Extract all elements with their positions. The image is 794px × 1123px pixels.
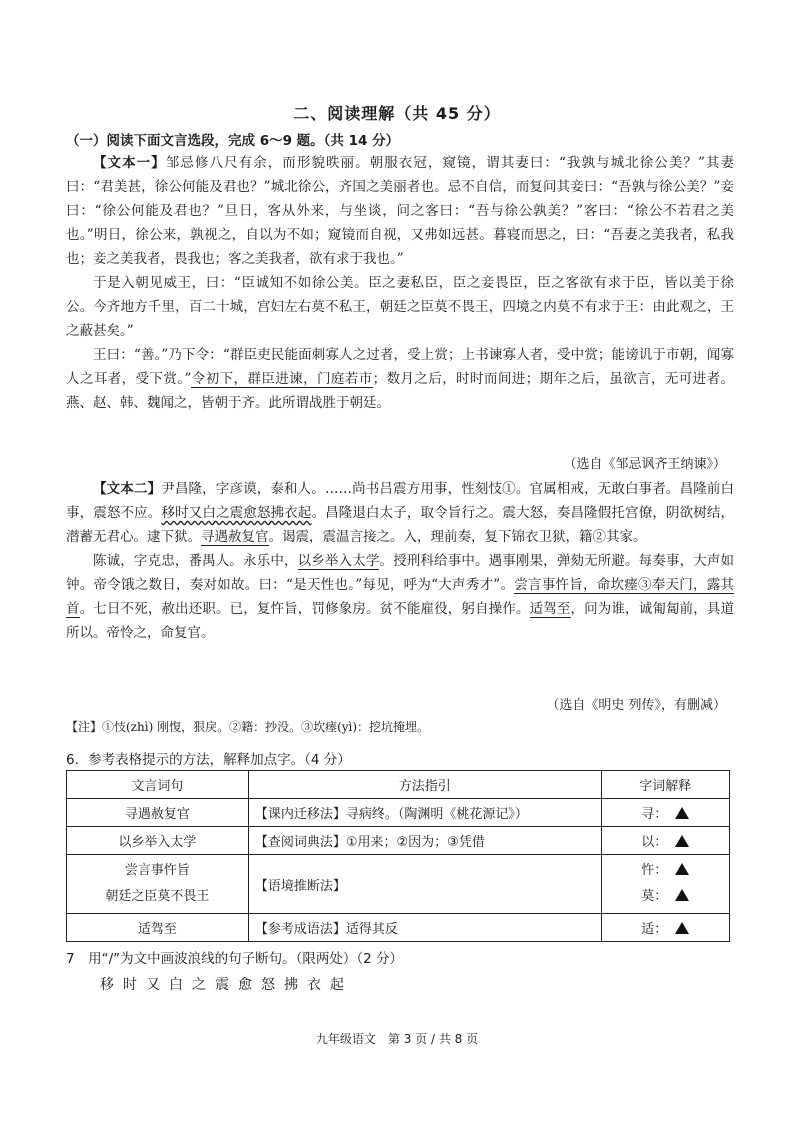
text2-underlined-wu: 尝言事忤旨，命坎瘗③奉天门，露其首 [66,577,735,617]
row4-phrase: 适驾至 [67,914,249,942]
row3-answer-2 [608,884,723,910]
text2-underlined-yi: 以乡举入太学 [297,553,380,569]
row1-phrase: 寻遇赦复官 [67,799,249,827]
question-7-stem: 7 用“/”为文中画波浪线的句子断句。（限两处）（2 分） [66,951,404,967]
table-row [67,827,730,855]
text1-p2: 于是入朝见威王，曰：“臣诚知不如徐公美。臣之妻私臣，臣之妾畏臣，臣之客欲有求于臣，皆以美于徐公。今齐地方千里，百二十城，宫妇左右莫不私王，朝廷之臣莫不畏王，四境之内莫不有求于王：由此观之，王之蔽甚矣。” [66,275,734,339]
text1-p3b: ；数月之后，时时而间进；期年之后，虽欲言，无可进者。燕、赵、韩、魏闻之，皆朝于齐。此所谓战胜于朝廷。 [66,371,735,411]
row3-answer[interactable] [601,855,729,914]
triangle-icon [675,922,689,934]
row4-answer-label: 适： [641,922,668,937]
part-title: （一）阅读下面文言选段，完成 6～9 题。（共 14 分） [66,133,400,149]
table-header-phrase: 文言词句 [67,771,249,799]
table-row [67,855,730,914]
text1-paragraph-1 [66,151,734,271]
row3-phrase [67,855,249,914]
text2-p1b: 。昌隆退白太子，取令旨行之。震大怒，奏昌隆假托宫僚，阴欲树结，潜蓄无君心。逮下狱。 [66,505,735,545]
table-row [67,914,730,942]
row1-method: 【课内迁移法】寻病终。（陶渊明《桃花源记》） [248,799,601,827]
question-6-table [66,770,730,942]
text2-paragraph-2 [66,549,734,645]
triangle-icon [675,807,689,819]
text1-p1: 邹忌修八尺有余，而形貌昳丽。朝服衣冠，窥镜，谓其妻曰：“我孰与城北徐公美？”其妻曰：“君美甚，徐公何能及君也？”城北徐公，齐国之美丽者也。忌不自信，而复问其妾曰：“吾孰与徐公美？”妾曰：“徐公何能及君也？”旦日，客从外来，与坐谈，问之客曰：“吾与徐公孰美？”客曰：“徐公不若君之美也。”明日，徐公来，孰视之，自以为不如；窥镜而自视，又弗如远甚。暮寝而思之，曰：“吾妻之美我者，私我也；妾之美我者，畏我也；客之美我者，欲有求于我也。” [66,155,734,267]
text2-underlined-xun: 寻遇赦复官 [201,529,269,545]
text2-underlined-shi: 适驾至 [529,601,571,617]
text1-paragraph-3 [66,343,734,415]
row3-answer-1 [608,858,723,884]
table-header-method: 方法指引 [248,771,601,799]
row4-method: 【参考成语法】适得其反 [248,914,601,942]
row3-answer-label-2: 莫： [641,889,668,904]
text2-p1c: 。谒震，震温言接之。入，理前奏，复下锦衣卫狱，籍②其家。 [268,529,647,545]
text2-paragraph-1 [66,477,734,549]
text2-label: 【文本二】 [93,481,162,497]
text1-label: 【文本一】 [93,155,166,171]
text2-p2c: 。七日不死，赦出还职。已，复忤旨，罚修象房。贫不能雇役，躬自操作。 [79,601,530,617]
page-footer: 九年级语文 第 3 页 / 共 8 页 [315,1032,479,1046]
table-header-answer: 字词解释 [601,771,729,799]
row3-phrase-1: 尝言事忤旨 [124,863,190,878]
text1-paragraph-2 [66,271,734,343]
text1-body [66,151,734,415]
row3-answer-label-1: 忤： [641,863,668,878]
table-header-row [67,771,730,799]
question-6-stem: 6．参考表格提示的方法，解释加点字。（4 分） [66,752,351,768]
text2-body [66,477,734,645]
text1-p3a: 王曰：“善。”乃下令：“群臣吏民能面刺寡人之过者，受上赏；上书谏寡人者，受中赏；能谤讥于市朝，闻寡人之耳者，受下赏。” [66,347,734,387]
triangle-icon [675,889,689,901]
row4-answer[interactable] [601,914,729,942]
table-row [67,799,730,827]
row1-answer-label: 寻： [641,807,668,822]
question-7-sentence[interactable]: 移时又白之震愈怒拂衣起 [100,977,353,993]
text1-source: （选自《邹忌讽齐王纳谏》） [563,457,726,472]
row2-answer-label: 以： [641,835,668,850]
triangle-icon [675,863,689,875]
text2-wavy-sentence: 移时又白之震愈怒拂衣起 [161,505,312,521]
text2-p2b: 。授刑科给事中。遇事刚果，弹劾无所避。每奏事，大声如钟。帝令饿之数日，奏对如故。曰：“是天性也。”每见，呼为“大声秀才”。 [66,553,735,593]
row3-phrase-2: 朝廷之臣莫不畏王 [105,889,210,904]
text2-p2a: 陈诚，字克忠，番禺人。永乐中， [93,553,298,569]
section-title: 二、阅读理解（共 45 分） [293,104,501,123]
row2-phrase: 以乡举入太学 [67,827,249,855]
row2-method: 【查阅词典法】①用来；②因为；③凭借 [248,827,601,855]
text2-p2d: ，问为谁，诚匍匐前，具道所以。帝怜之，命复官。 [66,601,735,641]
text1-underlined-sentence: 令初下，群臣进谏，门庭若市 [191,371,373,387]
row2-answer[interactable] [601,827,729,855]
text2-p1a: 尹昌隆，字彦谟，泰和人。……尚书吕震方用事，性刻忮①。官属相戒，无敢白事者。昌隆前白事，震怒不应。 [66,481,735,521]
row3-method: 【语境推断法】 [248,855,601,914]
text2-source: （选自《明史 列传》，有删减） [546,698,726,713]
row1-answer[interactable] [601,799,729,827]
footnote: 【注】①忮(zhì) 刚愎，狠戾。②籍：抄没。③坎瘗(yì)：挖坑掩埋。 [66,720,430,734]
triangle-icon [675,835,689,847]
